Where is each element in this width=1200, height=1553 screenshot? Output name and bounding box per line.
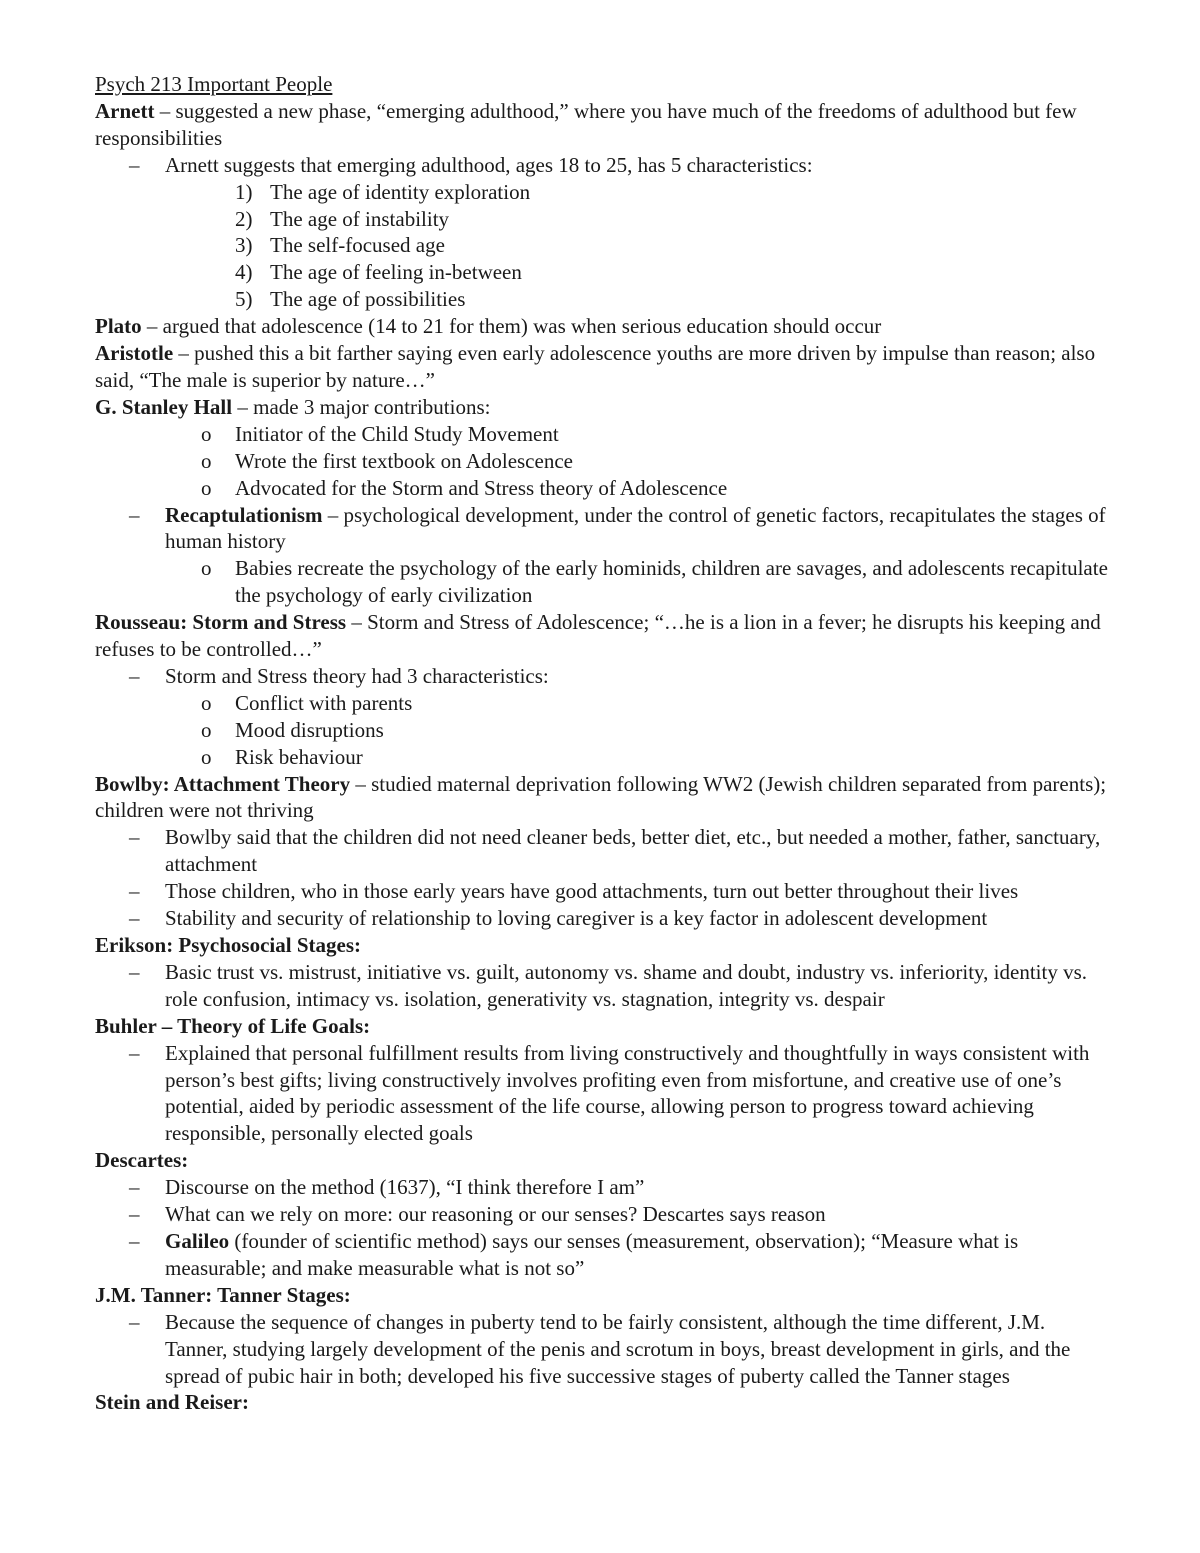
item-number: 4) (235, 260, 253, 285)
person-name: Bowlby: Attachment Theory (95, 771, 351, 796)
person-name: Aristotle (95, 341, 174, 366)
circle-item: o Wrote the first textbook on Adolescence (95, 448, 1110, 475)
circle-list (165, 555, 1110, 609)
entry-bowlby (95, 771, 1110, 825)
dash-list (95, 502, 1110, 610)
dash-item (95, 152, 1110, 313)
dash-item: – Bowlby said that the children did not need cleaner beds, better diet, etc., but needed a mother, father, sanctuary, attachment (95, 824, 1110, 878)
dash-list (95, 1040, 1110, 1148)
entry-erikson (95, 932, 1110, 959)
entry-description: – made 3 major contributions: (232, 394, 491, 419)
dash-item: – What can we rely on more: our reasoning or our senses? Descartes says reason (95, 1201, 1110, 1228)
entry-stein-reiser (95, 1389, 1110, 1416)
person-name: Buhler – Theory of Life Goals: (95, 1013, 371, 1038)
dash-list (95, 824, 1110, 932)
dash-item: – Because the sequence of changes in puberty tend to be fairly consistent, although the time different, J.M. Tanner, studying largely development of the penis and scrotum in boys, breast development in girls, and the spread of pubic hair in both; developed his five successive stages of puberty called the Tanner stages (95, 1309, 1110, 1390)
dash-item: – Basic trust vs. mistrust, initiative vs. guilt, autonomy vs. shame and doubt, industry vs. inferiority, identity vs. role confusion, intimacy vs. isolation, generativity vs. stagnation, integrity vs. despair (95, 959, 1110, 1013)
entry-description: – argued that adolescence (14 to 21 for them) was when serious education should occur (141, 314, 882, 339)
term-name: Recaptulationism (165, 502, 323, 527)
item-number: 1) (235, 179, 253, 204)
person-name: Descartes: (95, 1148, 189, 1173)
item-text: The age of possibilities (270, 287, 466, 312)
entry-aristotle (95, 340, 1110, 394)
person-name: Arnett (95, 98, 155, 123)
person-name: Stein and Reiser: (95, 1390, 249, 1415)
item-number: 5) (235, 287, 253, 312)
entry-descartes (95, 1147, 1110, 1174)
dash-item-text: Storm and Stress theory had 3 characteristics: (165, 663, 549, 688)
circle-item: o Initiator of the Child Study Movement (95, 421, 1110, 448)
entry-buhler (95, 1013, 1110, 1040)
entry-rousseau (95, 609, 1110, 663)
dash-item: – Those children, who in those early years have good attachments, turn out better throughout their lives (95, 878, 1110, 905)
item-text: The self-focused age (270, 233, 445, 258)
item-text: The age of identity exploration (270, 179, 531, 204)
circle-item: o Advocated for the Storm and Stress theory of Adolescence (95, 475, 1110, 502)
entry-arnett (95, 98, 1110, 152)
dash-item-text: Arnett suggests that emerging adulthood, ages 18 to 25, has 5 characteristics: (165, 152, 813, 177)
person-name: Galileo (165, 1228, 230, 1253)
numbered-item (165, 259, 1110, 286)
dash-list (95, 152, 1110, 313)
entry-tanner (95, 1282, 1110, 1309)
numbered-item (165, 286, 1110, 313)
document-title: Psych 213 Important People (95, 72, 333, 96)
person-name: J.M. Tanner: Tanner Stages: (95, 1282, 351, 1307)
entry-plato (95, 313, 1110, 340)
numbered-item (165, 179, 1110, 206)
entry-description: – pushed this a bit farther saying even early adolescence youths are more driven by impulse than reason; also said, “The male is superior by nature…” (95, 341, 1096, 392)
dash-list (95, 1174, 1110, 1282)
dash-list (95, 663, 1110, 771)
person-name: G. Stanley Hall (95, 394, 233, 419)
numbered-item (165, 232, 1110, 259)
document-page (95, 71, 1110, 1416)
item-number: 3) (235, 233, 253, 258)
dash-item: – Stability and security of relationship to loving caregiver is a key factor in adolescent development (95, 905, 1110, 932)
entry-description: – suggested a new phase, “emerging adulthood,” where you have much of the freedoms of adulthood but few responsibilities (95, 98, 1077, 150)
person-name: Erikson: Psychosocial Stages: (95, 933, 362, 957)
dash-item (95, 502, 1110, 610)
circle-item: o Conflict with parents (165, 690, 1110, 717)
dash-item (95, 663, 1110, 771)
term-description: – psychological development, under the control of genetic factors, recapitulates the stages of human history (165, 502, 1106, 554)
entry-description: – Storm and Stress of Adolescence; “…he is a lion in a fever; he disrupts his keeping and refuses to be controlled…” (95, 610, 1101, 662)
dash-item: – Explained that personal fulfillment results from living constructively and thoughtfully in ways consistent with person’s best gifts; living constructively involves profiting even from misfortune, and creative use of one’s potential, aided by periodic assessment of the life course, allowing person to progress toward achieving responsible, personally elected goals (95, 1040, 1110, 1148)
dash-list (95, 1309, 1110, 1390)
dash-item-text: (founder of scientific method) says our senses (measurement, observation); “Measure what is measurable; and make measurable what is not so” (165, 1228, 1019, 1280)
circle-item: o Risk behaviour (165, 744, 1110, 771)
circle-item: o Mood disruptions (165, 717, 1110, 744)
circle-item: o Babies recreate the psychology of the early hominids, children are savages, and adolescents recapitulate the psychology of early civilization (165, 555, 1110, 609)
item-text: The age of instability (270, 206, 450, 231)
dash-item: – Discourse on the method (1637), “I think therefore I am” (95, 1174, 1110, 1201)
item-text: The age of feeling in-between (270, 260, 522, 285)
item-number: 2) (235, 206, 253, 231)
entry-hall (95, 394, 1110, 421)
person-name: Rousseau: Storm and Stress (95, 610, 347, 635)
numbered-list (165, 179, 1110, 314)
dash-item (95, 1228, 1110, 1282)
circle-list (95, 421, 1110, 502)
entry-description: – studied maternal deprivation following WW2 (Jewish children separated from parents); children were not thriving (95, 771, 1107, 823)
numbered-item (165, 206, 1110, 233)
circle-list (165, 690, 1110, 771)
dash-list (95, 959, 1110, 1013)
person-name: Plato (95, 314, 142, 339)
